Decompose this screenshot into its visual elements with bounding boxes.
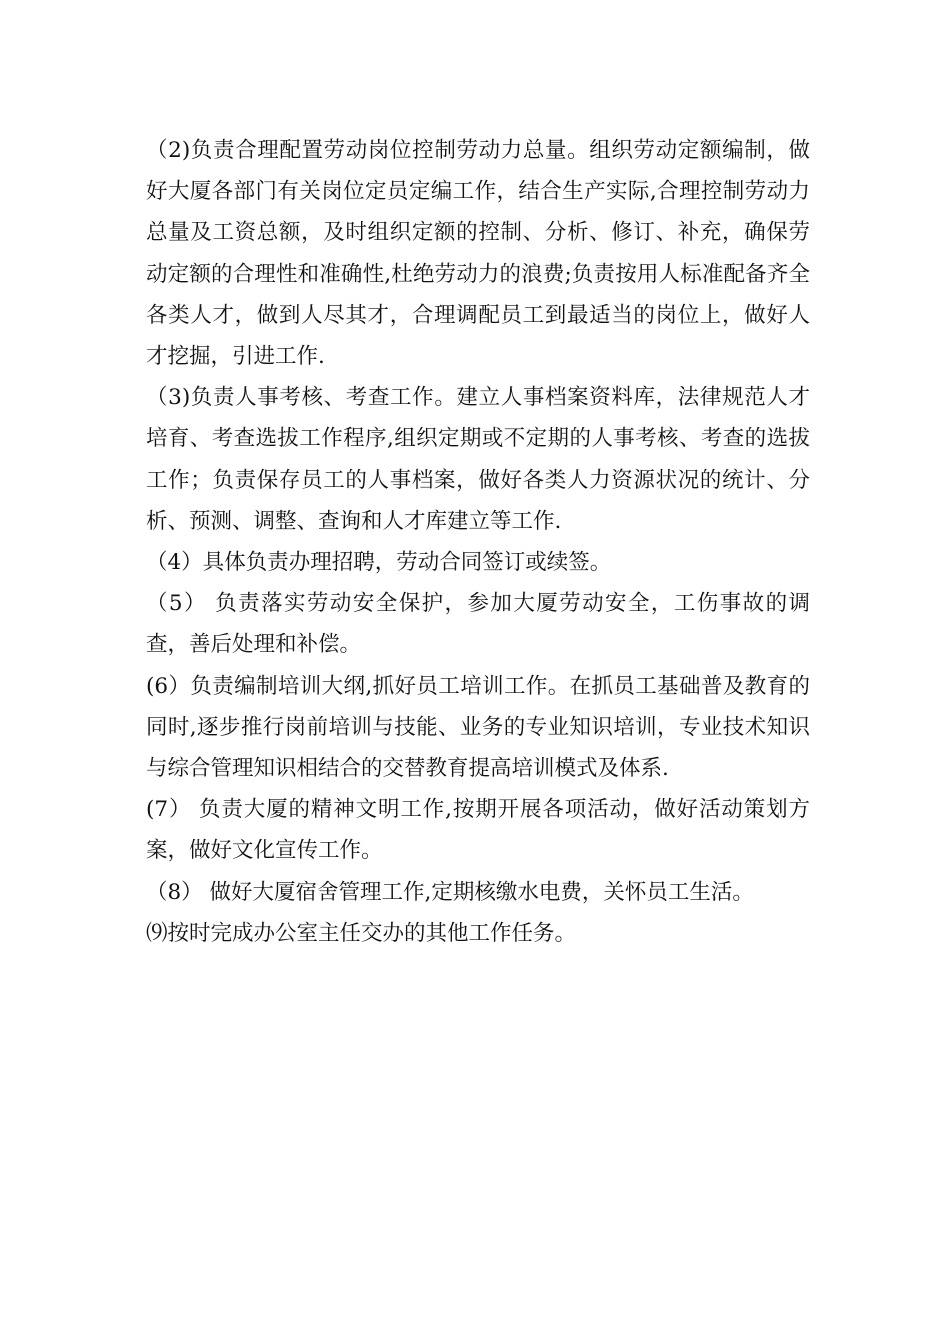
paragraph-item-2	[146, 130, 810, 377]
paragraph-item-6	[146, 666, 810, 790]
paragraph-item-7	[146, 789, 810, 871]
item-text: 具体负责办理招聘，劳动合同签订或续签。	[202, 550, 612, 576]
item-number: （2)	[146, 138, 191, 163]
item-text: 负责大厦的精神文明工作,按期开展各项活动，做好活动策划方案，做好文化宣传工作。	[146, 797, 810, 864]
paragraph-item-4	[146, 542, 810, 583]
paragraph-item-3	[146, 377, 810, 542]
item-text: 负责落实劳动安全保护，参加大厦劳动安全，工伤事故的调查，善后处理和补偿。	[146, 591, 811, 658]
item-number: (7）	[146, 797, 192, 823]
paragraph-item-8	[146, 872, 810, 913]
item-text: 做好大厦宿舍管理工作,定期核缴水电费，关怀员工生活。	[202, 879, 754, 905]
item-number: （5）	[146, 591, 207, 617]
item-number: (6）	[146, 673, 191, 699]
paragraph-item-5	[146, 583, 810, 665]
item-number: （4）	[146, 550, 203, 576]
paragraph-item-9	[146, 913, 810, 954]
item-text: 负责人事考核、考查工作。建立人事档案资料库，法律规范人才培育、考查选拔工作程序,组织定期或不定期的人事考核、考查的选拔工作；负责保存员工的人事档案，做好各类人力资源状况的统计、分析、预测、调整、查询和人才库建立等工作.	[146, 385, 810, 534]
item-text: 按时完成办公室主任交办的其他工作任务。	[167, 920, 577, 946]
item-number: （8）	[146, 879, 203, 905]
item-number: （3)	[146, 385, 191, 411]
item-text: 负责编制培训大纲,抓好员工培训工作。在抓员工基础普及教育的同时,逐步推行岗前培训与技能、业务的专业知识培训，专业技术知识与综合管理知识相结合的交替教育提高培训模式及体系.	[146, 673, 810, 782]
document-body	[146, 130, 810, 954]
item-number: ⑼	[146, 920, 168, 946]
item-text: 负责合理配置劳动岗位控制劳动力总量。组织劳动定额编制，做好大厦各部门有关岗位定员定编工作，结合生产实际,合理控制劳动力总量及工资总额，及时组织定额的控制、分析、修订、补充，确保劳动定额的合理性和准确性,杜绝劳动力的浪费;负责按用人标准配备齐全各类人才，做到人尽其才，合理调配员工到最适当的岗位上，做好人才挖掘，引进工作.	[146, 138, 810, 370]
